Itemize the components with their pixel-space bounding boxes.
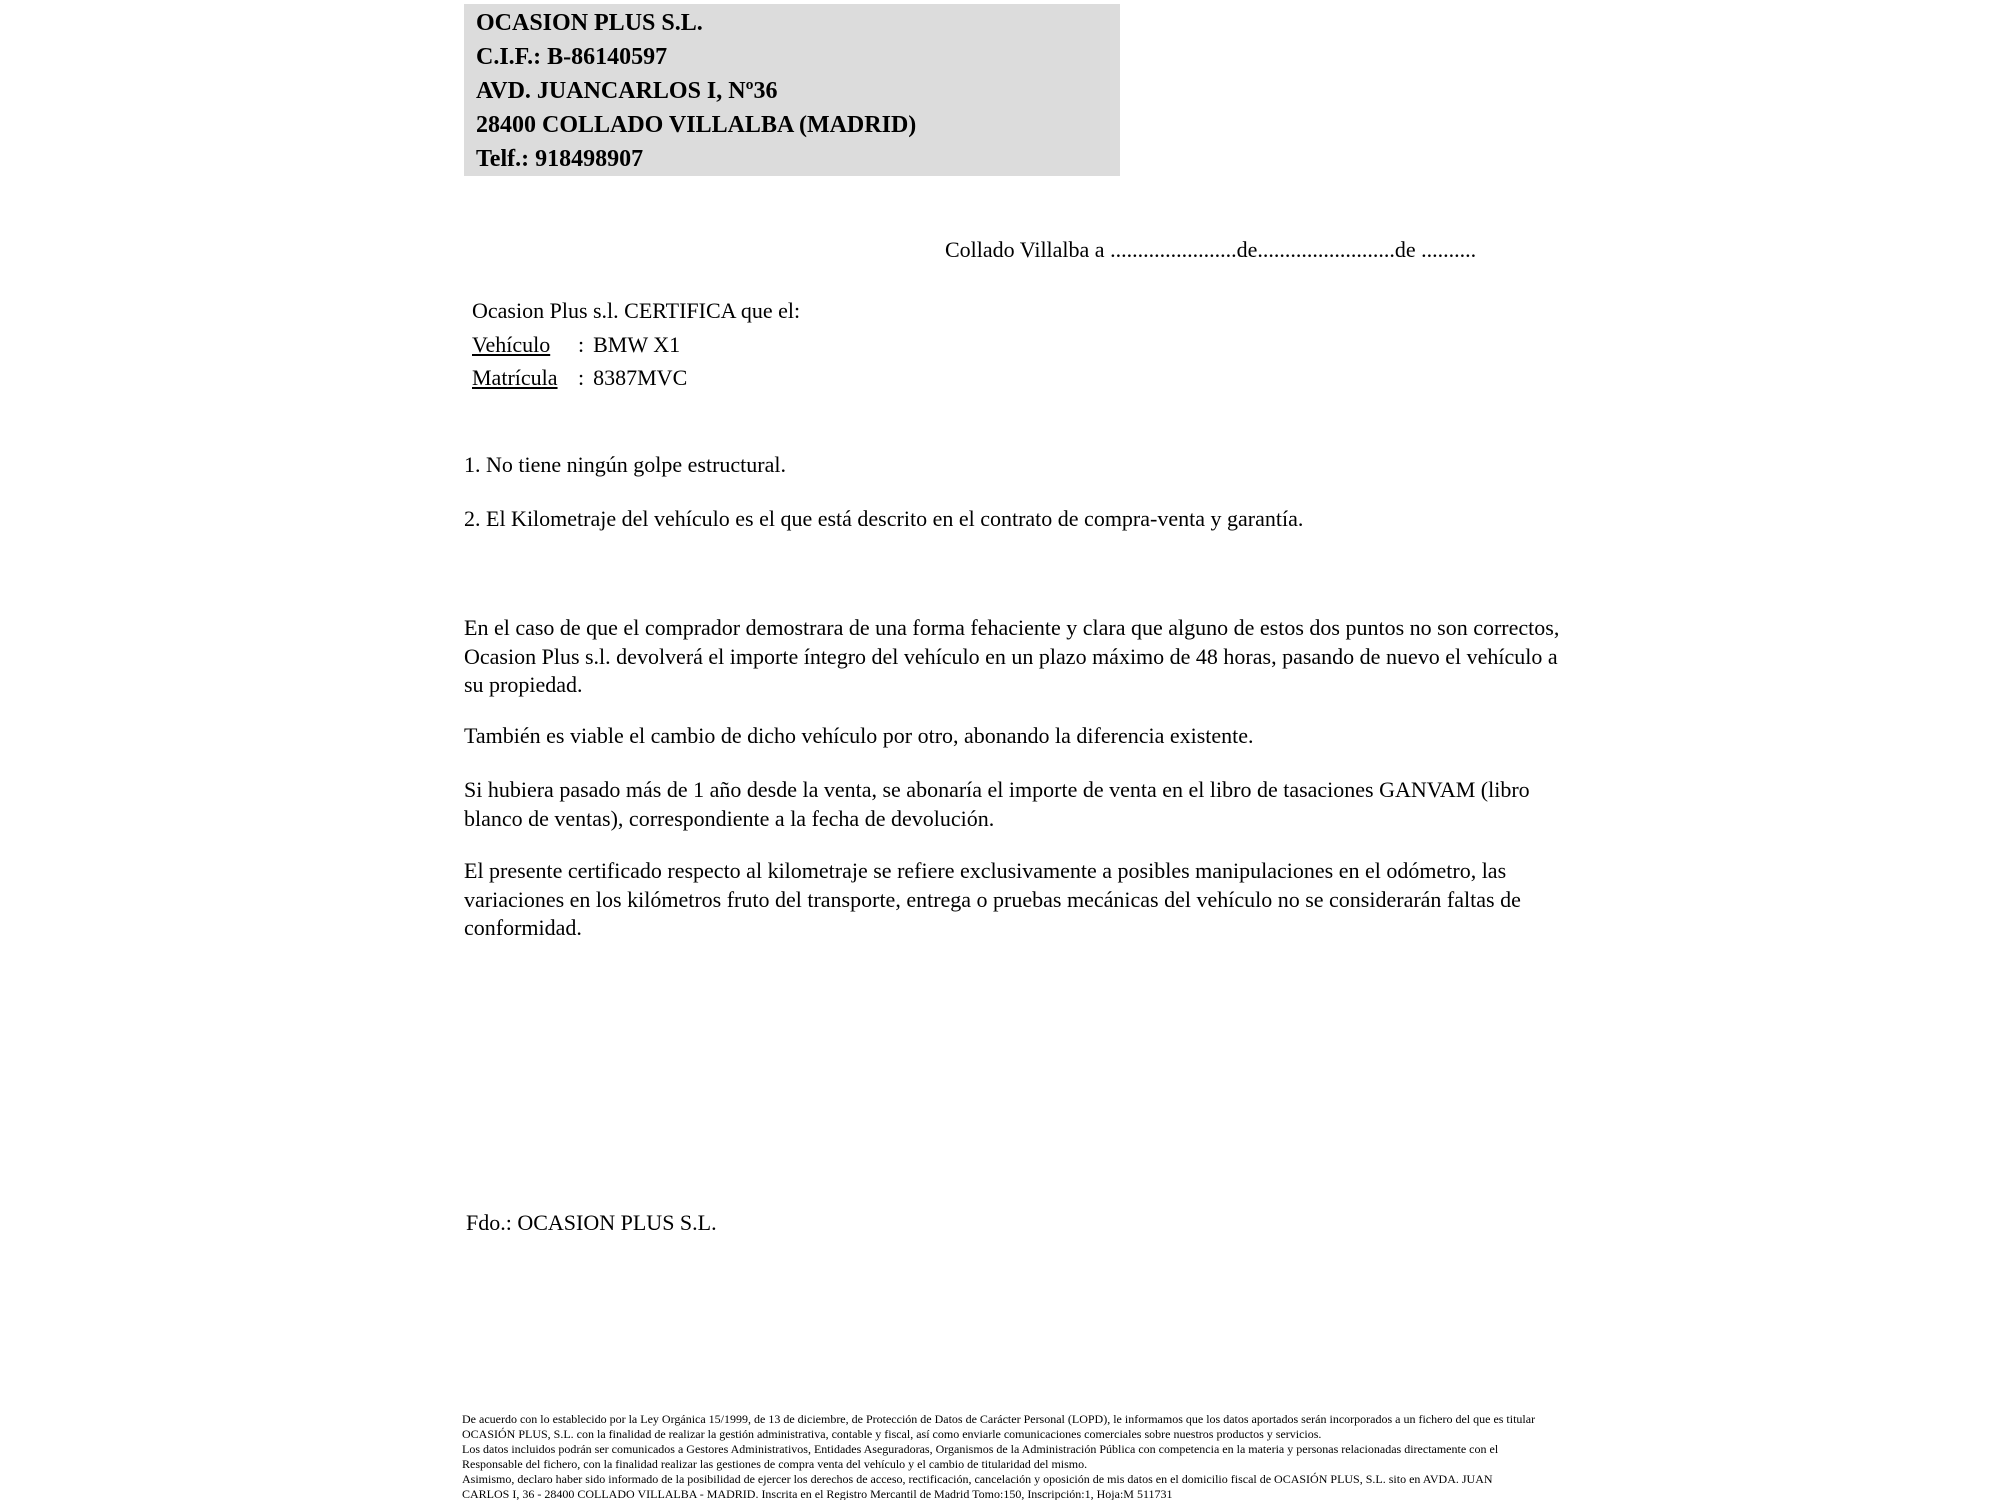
company-name: OCASION PLUS S.L. (476, 10, 703, 36)
company-phone: Telf.: 918498907 (476, 146, 644, 172)
footer-line-5: Asimismo, declaro haber sido informado de la posibilidad de ejercer los derechos de acceso, rectificación, cancelación y oposición de mis datos en el domicilio fiscal de OCASIÓN PLUS, S.L. sito en AVDA. JUAN (462, 1471, 1493, 1486)
certification-intro: Ocasion Plus s.l. CERTIFICA que el: (472, 298, 801, 323)
clause-paragraph-refund: En el caso de que el comprador demostrara de una forma fehaciente y clara que alguno de estos dos puntos no son correctos, Ocasion Plus s.l. devolverá el importe íntegro del vehículo en un plazo máximo de 48 horas, pasando de nuevo el vehículo a su propiedad. (464, 615, 1560, 697)
date-line: Collado Villalba a .......................de.........................de .......... (945, 237, 1477, 262)
footer-line-6: CARLOS I, 36 - 28400 COLLADO VILLALBA - MADRID. Inscrita en el Registro Mercantil de Madrid Tomo:150, Inscripción:1, Hoja:M 511731 (462, 1486, 1173, 1500)
clause-paragraph-exchange: También es viable el cambio de dicho vehículo por otro, abonando la diferencia existente. (464, 723, 1254, 748)
plate-separator: : (578, 365, 585, 390)
company-address: AVD. JUANCARLOS I, Nº36 (476, 78, 778, 104)
company-city: 28400 COLLADO VILLALBA (MADRID) (476, 112, 917, 138)
footer-line-2: OCASIÓN PLUS, S.L. con la finalidad de realizar la gestión administrativa, contable y fiscal, así como enviarle comunicaciones comerciales sobre nuestros productos y servicios. (462, 1426, 1322, 1441)
company-cif: C.I.F.: B-86140597 (476, 44, 668, 70)
legal-footer (462, 1412, 1572, 1500)
certification-point-2: 2. El Kilometraje del vehículo es el que está descrito en el contrato de compra-venta y garantía. (464, 506, 1304, 531)
vehicle-label: Vehículo (472, 332, 551, 357)
vehicle-separator: : (578, 332, 585, 357)
clause-paragraph-ganvam: Si hubiera pasado más de 1 año desde la venta, se abonaría el importe de venta en el libro de tasaciones GANVAM (libro blanco de ventas), correspondiente a la fecha de devolución. (464, 777, 1530, 831)
plate-label: Matrícula (472, 365, 558, 390)
signature-line: Fdo.: OCASION PLUS S.L. (466, 1210, 717, 1235)
certification-point-1: 1. No tiene ningún golpe estructural. (464, 452, 786, 477)
footer-line-4: Responsable del fichero, con la finalidad realizar las gestiones de compra venta del vehículo y el cambio de titularidad del mismo. (462, 1456, 1088, 1471)
footer-line-1: De acuerdo con lo establecido por la Ley Orgánica 15/1999, de 13 de diciembre, de Protección de Datos de Carácter Personal (LOPD), le informamos que los datos aportados serán incorporados a un fichero del que es titular (462, 1412, 1536, 1426)
footer-line-3: Los datos incluidos podrán ser comunicados a Gestores Administrativos, Entidades Aseguradoras, Organismos de la Administración Pública con competencia en la materia y personas relacionadas directamente con el (462, 1441, 1499, 1456)
clause-paragraph-odometer: El presente certificado respecto al kilometraje se refiere exclusivamente a posibles manipulaciones en el odómetro, las variaciones en los kilómetros fruto del transporte, entrega o pruebas mecánicas del vehículo no se considerarán faltas de conformidad. (464, 858, 1521, 940)
company-header-box (464, 4, 1120, 176)
plate-row (472, 365, 687, 391)
plate-value: 8387MVC (593, 365, 688, 390)
vehicle-row (472, 332, 680, 358)
vehicle-value: BMW X1 (593, 332, 681, 357)
